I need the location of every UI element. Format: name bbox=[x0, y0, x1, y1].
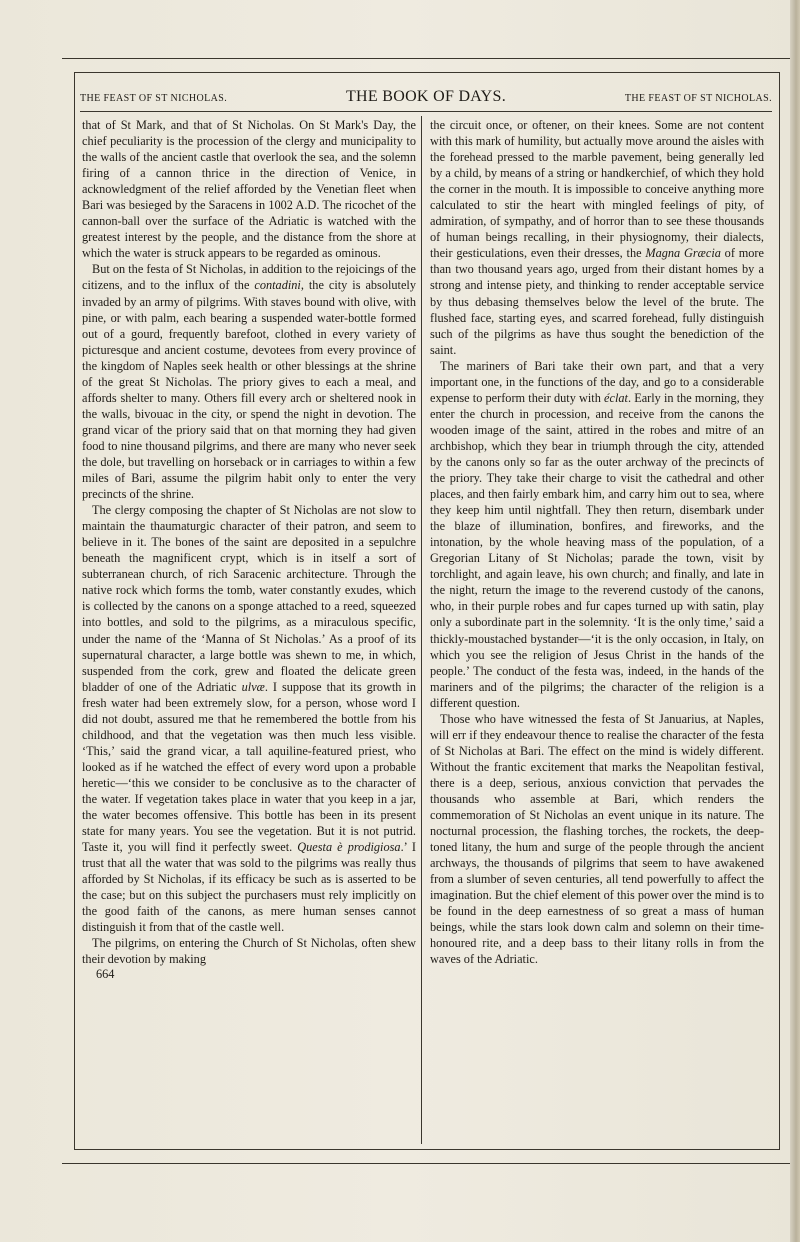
text-run: that of St Mark, and that of St Nicholas. On St Mark's Day, the chief peculiarity is the procession of the clergy and municipality to the walls of the ancient castle that overlook the sea, and the solemn firing of a cannon thrice in the direction of Venice, in acknowledgment of the relief afforded by the Venetian fleet when Bari was besieged by the Saracens in 1002 A.D. The ricochet of the cannon-ball over the surface of the Adriatic is watched with the greatest interest by the people, and the distance from the shore at which the water is struck appears to be regarded as ominous. bbox=[82, 118, 416, 261]
paragraph bbox=[82, 935, 416, 967]
page-edge-shadow bbox=[790, 0, 800, 1242]
italic-term: éclat bbox=[604, 390, 628, 405]
text-run: , the city is absolutely invaded by an army of pilgrims. With staves bound with olive, with pine, or with palm, each bearing a suspended water-bottle formed out of a gourd, frequently barefoot, clothed in every variety of picturesque and ancient costume, devotees from every province of the kingdom of Naples seek health or other blessings at the shrine of the great St Nicholas. The priory gives to each a meal, and affords shelter to many. Others fill every arch or sheltered nook in the walls, bivouac in the city, or spend the night in devotion. The grand vicar of the priory said that on that morning they had given food to nine thousand pilgrims, and there are many who never seek the dole, but travelling on horseback or in carriages to within a few miles of Bari, assume the pilgrim habit only to enter the very precincts of the shrine. bbox=[82, 278, 416, 502]
paragraph bbox=[430, 117, 764, 358]
page-number: 664 bbox=[96, 967, 115, 982]
right-column bbox=[430, 117, 764, 1147]
running-header bbox=[80, 88, 772, 106]
text-run: But on the festa of St Nicholas, in addition to the rejoicings of the citizens, and to the influx of the bbox=[82, 262, 416, 293]
text-run: Those who have witnessed the festa of St Januarius, at Naples, will err if they endeavour thence to realise the character of the festa of St Nicholas at Bari. The effect on the mind is widely different. Without the frantic excitement that marks the Neapolitan festival, there is a deep, serious, anxious conviction that pervades the thousands who assemble at Bari, which renders the commemoration of St Nicholas an event unique in its nature. The nocturnal procession, the flashing torches, the rockets, the deep-toned litany, the hum and surge of the people through the ancient archways, the thousands of pilgrims that seem to have awakened from a slumber of seven centuries, all tend powerfully to affect the imagination. But the chief element of this power over the mind is to be found in the deep earnestness of so great a mass of human beings, while the stars look down calm and solemn on their time-honoured rite, and a deep bass to their litany rolls in from the waves of the Adriatic. bbox=[430, 711, 764, 967]
header-left: THE FEAST OF ST NICHOLAS. bbox=[80, 93, 228, 104]
outer-bottom-rule bbox=[62, 1163, 792, 1164]
text-run: The mariners of Bari take their own part, and that a very important one, in the functions of the day, and go to a considerable expense to perform their duty with bbox=[430, 358, 764, 405]
italic-term: Questa è prodigiosa bbox=[297, 840, 401, 855]
paragraph bbox=[82, 502, 416, 935]
italic-term: Magna Græcia bbox=[645, 246, 721, 261]
text-run: . I suppose that its growth in fresh water had been extremely slow, for a person, whose word I did not doubt, assured me that he remembered the bottle from his childhood, and that the vegetation was then much less visible. ‘This,’ said the grand vicar, a tall aquiline-featured priest, who looked as if he watched the effect of every word upon a probable heretic—‘this we consider to be conclusive as to the character of the water. If vegetation takes place in water that you keep in a jar, the water becomes offensive. This bottle has been in its present state for many years. You see the vegetation. But it is not putrid. Taste it, you will find it perfectly sweet. bbox=[82, 679, 416, 855]
column-divider bbox=[421, 116, 422, 1144]
text-run: The clergy composing the chapter of St Nicholas are not slow to maintain the thaumaturgic character of their patron, and seem to believe in it. The bones of the saint are deposited in a sepulchre beneath the magnificent crypt, which is in itself a sort of subterranean church, of rich Saracenic architecture. Through the native rock which forms the tomb, water constantly exudes, which is collected by the canons on a sponge attached to a reed, squeezed into bottles, and sold to the pilgrims, as a miraculous specific, under the name of the ‘Manna of St Nicholas.’ As a proof of its supernatural character, a large bottle was shewn to me, in which, suspended from the cork, grew and floated the delicate green bladder of one of the Adriatic bbox=[82, 503, 416, 694]
text-run: The pilgrims, on entering the Church of St Nicholas, often shew their devotion by making bbox=[82, 936, 416, 967]
outer-top-rule bbox=[62, 58, 792, 59]
paragraph bbox=[82, 261, 416, 502]
text-run: .’ I trust that all the water that was sold to the pilgrims was really thus afforded by St Nicholas, if its efficacy be such as is asserted to be the case; but on this subject the purchasers must rely implicitly on the good faith of the canons, as mere human senses cannot distinguish it from that of the castle well. bbox=[82, 840, 416, 935]
text-run: . Early in the morning, they enter the church in procession, and receive from the canons the wooden image of the saint, attired in the robes and mitre of an archbishop, which they bear in triumph through the city, attended by the canons only so far as the outer archway of the precincts of the priory. They take their charge to visit the cathedral and other places, and then fairly embark him, and carry him out to sea, where they keep him until nightfall. They then return, disembark under the blaze of illumination, bonfires, and fireworks, and the intonation, by the whole heaving mass of the population, of a Gregorian Litany of St Nicholas; parade the town, visit by torchlight, and again leave, his own church; and finally, and late in the night, return the image to the reverend custody of the canons, who, in their purple robes and fur capes turned up with satin, play only a subordinate part in the solemnity. ‘It is the only time,’ said a thickly-moustached bystander—‘it is the only occasion, in Italy, on which you see the religion of Jesus Christ in the hands of the people.’ The conduct of the festa was, indeed, in the hands of the mariners and of the pilgrims; the character of the religion is a different question. bbox=[430, 390, 764, 710]
text-run: of more than two thousand years ago, urged from their distant homes by a strong and intense piety, and thinking to render acceptable service by thus debasing themselves below the level of the brute. The flushed face, starting eyes, and scarred forehead, fully distinguish such of the pilgrims as have thus sought the benediction of the saint. bbox=[430, 246, 764, 357]
paragraph bbox=[82, 117, 416, 261]
italic-term: ulvæ bbox=[241, 679, 265, 694]
paragraph bbox=[430, 711, 764, 968]
header-title: THE BOOK OF DAYS. bbox=[345, 88, 507, 105]
left-column bbox=[82, 117, 416, 1147]
header-right: THE FEAST OF ST NICHOLAS. bbox=[624, 93, 772, 104]
header-rule bbox=[80, 111, 772, 112]
paragraph bbox=[430, 358, 764, 711]
text-run: the circuit once, or oftener, on their knees. Some are not content with this mark of humility, but actually move around the aisles with the forehead pressed to the marble pavement, being generally led by a child, by means of a string or handkerchief, of which they hold the corner in the mouth. It is impossible to conceive anything more calculated to stir the heart with mingled feelings of pity, of admiration, of sympathy, and of horror than to see these thousands of human beings recalling, in their physiognomy, their dialects, their gesticulations, even their dresses, the bbox=[430, 118, 764, 261]
italic-term: contadini bbox=[254, 278, 301, 293]
